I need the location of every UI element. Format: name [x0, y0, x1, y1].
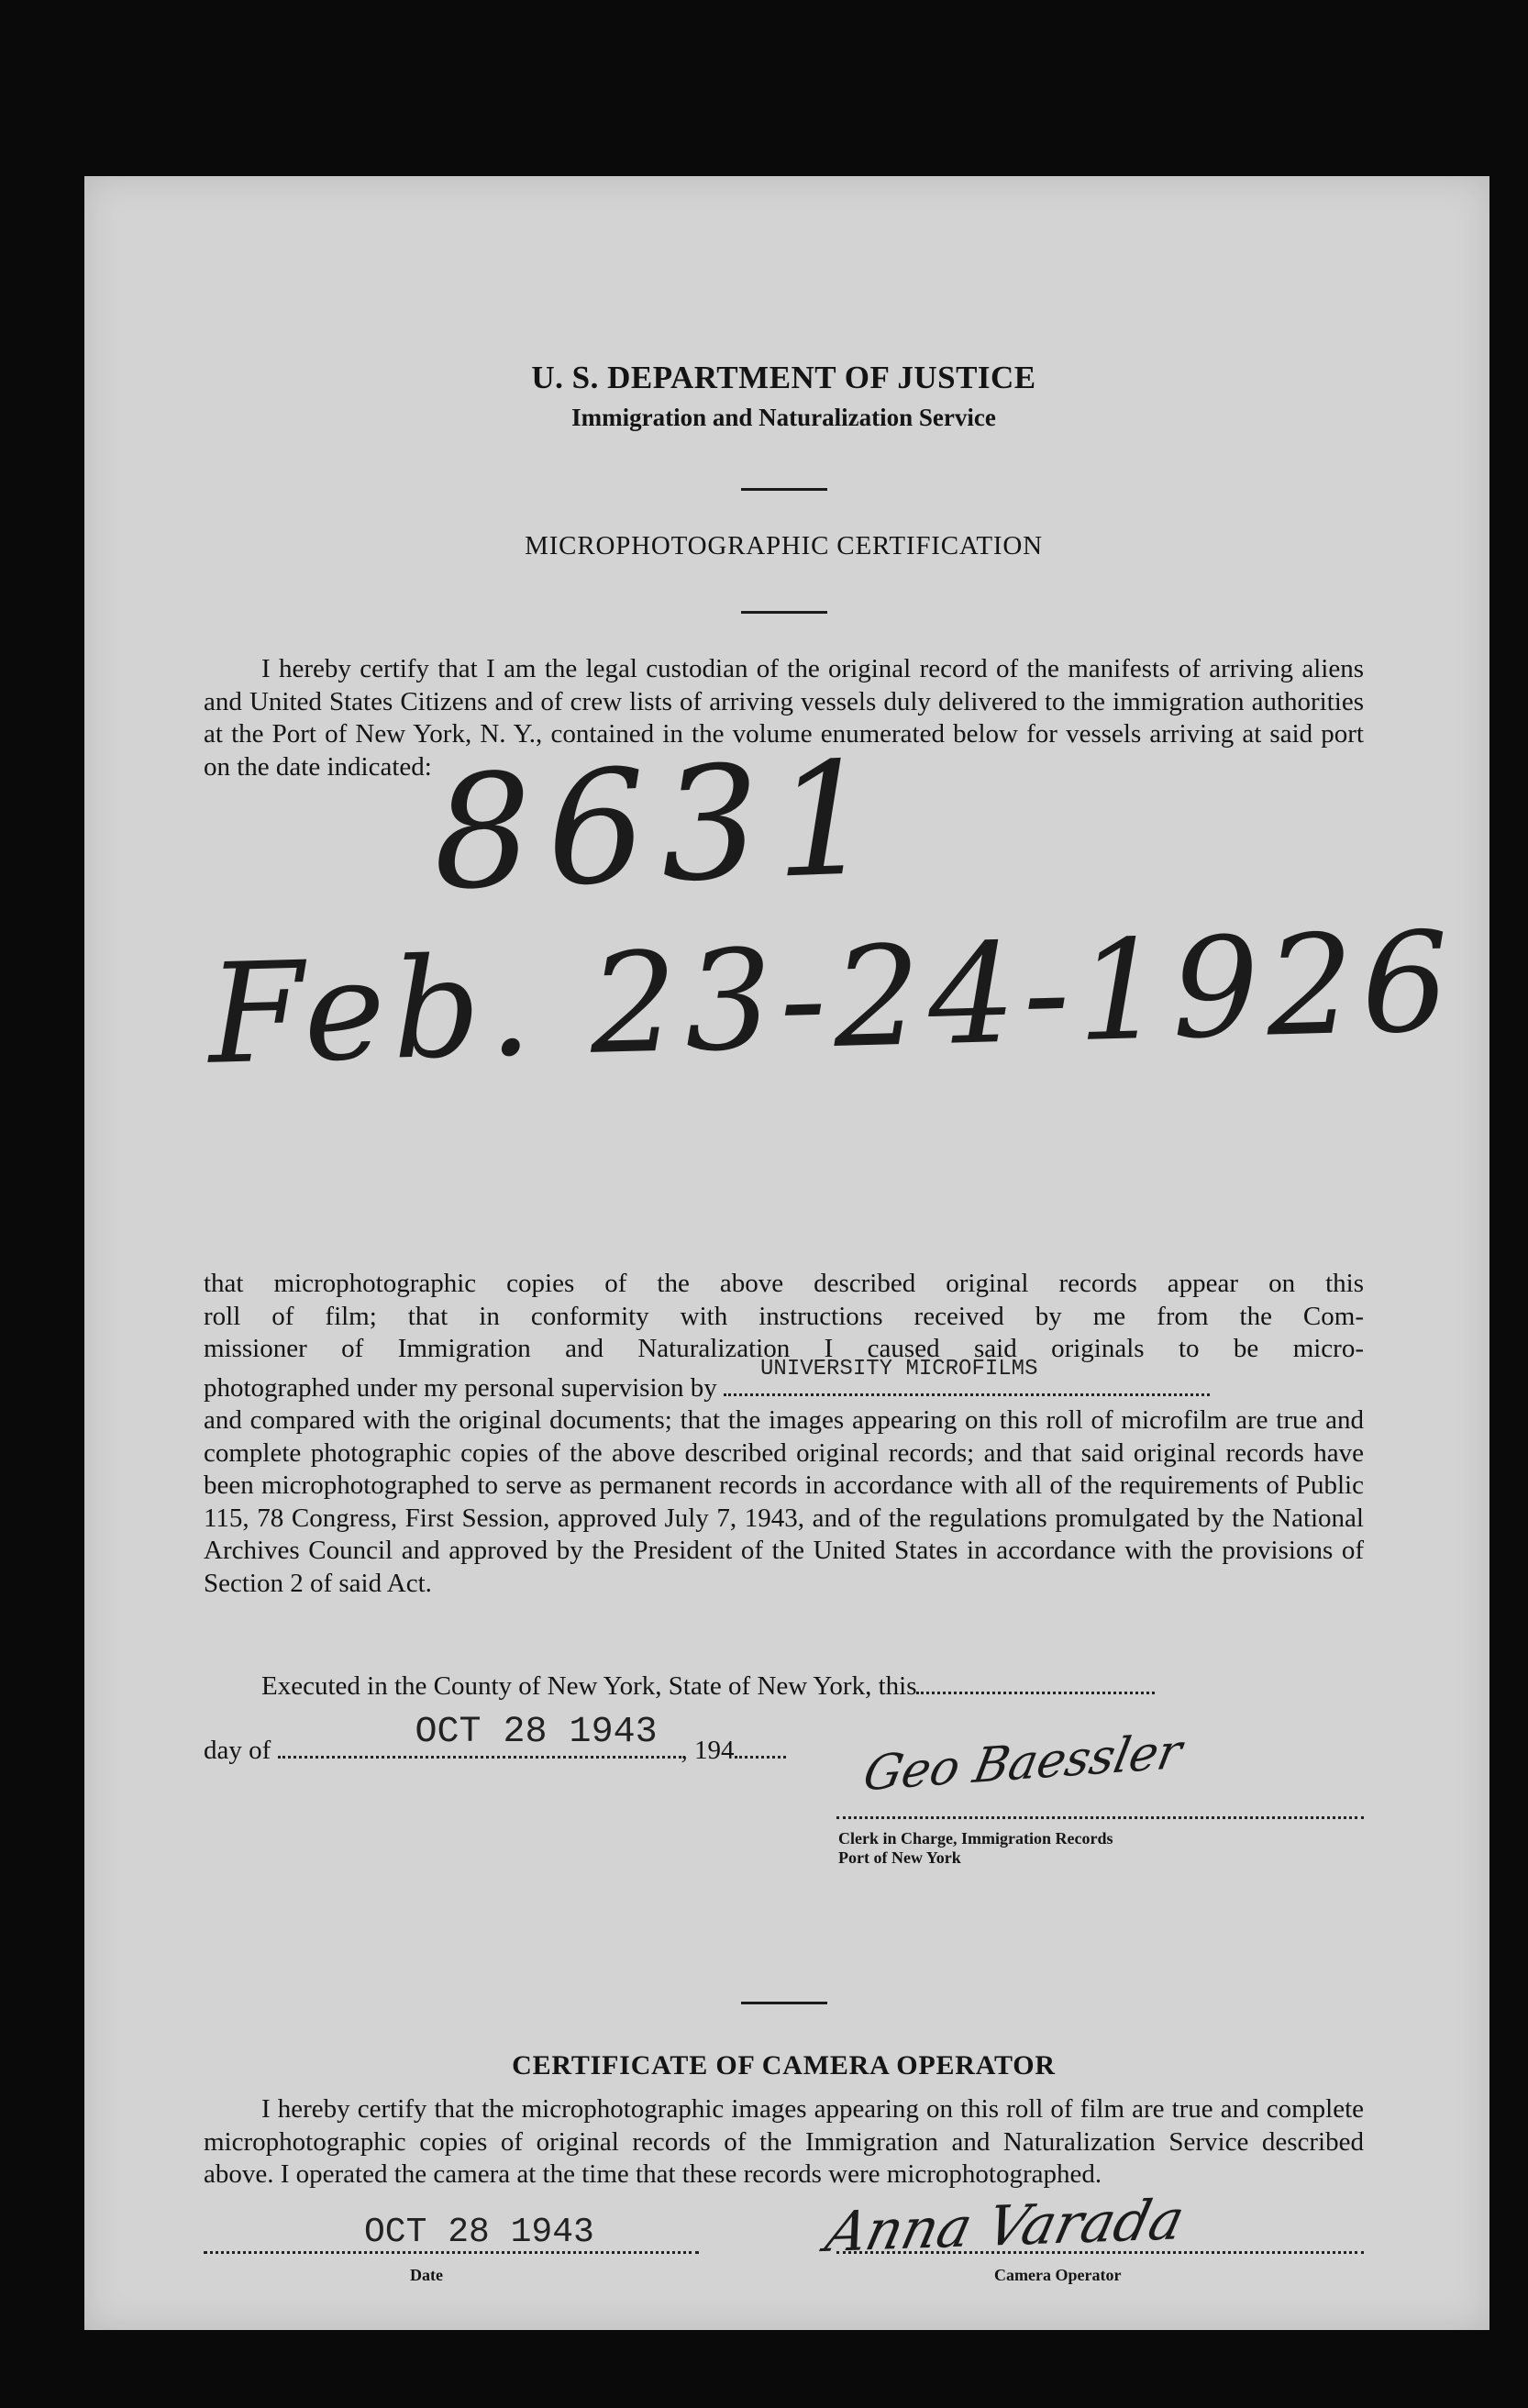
clerk-title-line-2: Port of New York — [838, 1848, 961, 1867]
year-field — [735, 1736, 786, 1759]
date-label: Date — [410, 2266, 443, 2284]
camera-date-stamp: OCT 28 1943 — [364, 2213, 594, 2252]
department-title: U. S. DEPARTMENT OF JUSTICE — [531, 360, 1036, 395]
service-subtitle: Immigration and Naturalization Service — [571, 404, 996, 431]
camera-date-field — [204, 2213, 699, 2254]
intro-text: I hereby certify that I am the legal custodian of the original record of the manifests of arriving aliens and United States Citizens and of crew lists of arriving vessels duly delivered to the immigration authorities at the Port of New York, N. Y., contained in the volume enumerated below for vessels arriving at said port on the date indicated: — [204, 654, 1364, 782]
clerk-signature: Geo Baessler — [858, 1724, 1187, 1803]
divider — [741, 2002, 827, 2004]
body-line-1: that microphotographic copies of the above described original records appear on this — [204, 1269, 1364, 1298]
body-line-3: missioner of Immigration and Naturalization I caused said originals to be micro- — [204, 1334, 1364, 1363]
certification-title: MICROPHOTOGRAPHIC CERTIFICATION — [525, 531, 1043, 560]
camera-text: I hereby certify that the microphotographic images appearing on this roll of film are true and complete microphotographic copies of original records of the Immigration and Naturalization Service described above. I operated the camera at the time that these records were microphotographed. — [204, 2094, 1364, 2189]
day-of-field — [278, 1712, 681, 1759]
supervision-label: photographed under my personal supervision by — [204, 1372, 717, 1403]
operator-signature-line — [836, 2251, 1364, 2254]
day-of-line — [204, 1712, 786, 1766]
handwritten-volume-number: 8631 — [429, 727, 891, 926]
camera-certificate-title: CERTIFICATE OF CAMERA OPERATOR — [512, 2050, 1056, 2081]
certificate-page — [84, 176, 1489, 2330]
day-of-label: day of — [204, 1736, 271, 1765]
divider — [741, 611, 827, 614]
year-label: , 194 — [681, 1736, 735, 1765]
clerk-title-line-1: Clerk in Charge, Immigration Records — [838, 1829, 1113, 1848]
execution-date-stamp: OCT 28 1943 — [415, 1712, 658, 1753]
clerk-title — [838, 1829, 1113, 1868]
execution-text: Executed in the County of New York, State of New York, this — [261, 1671, 917, 1701]
camera-operator-label: Camera Operator — [994, 2266, 1122, 2284]
clerk-signature-line — [836, 1816, 1364, 1819]
execution-day-field — [916, 1671, 1155, 1694]
execution-line — [261, 1671, 1155, 1702]
camera-paragraph — [204, 2093, 1364, 2192]
body-paragraph — [204, 1268, 1364, 1600]
supervisor-stamp: UNIVERSITY MICROFILMS — [760, 1356, 1038, 1382]
handwritten-dates: Feb. 23-24-1926 — [205, 903, 1458, 1095]
body-rest: and compared with the original documents; that the images appearing on this roll of microfilm are true and complete photographic copies of the above described original records; and that said original records have been microphotographed to serve as permanent records in accordance with all of the requirements of Public 115, 78 Congress, First Session, approved July 7, 1943, and of the regulations promulgated by the National Archives Council and approved by the President of the United States in accordance with the provisions of Section 2 of said Act. — [204, 1405, 1364, 1598]
divider — [741, 488, 827, 491]
body-line-2: roll of film; that in conformity with instructions received by me from the Com- — [204, 1301, 1364, 1331]
body-line-4 — [204, 1356, 1364, 1405]
supervisor-field — [724, 1356, 1210, 1396]
camera-operator-signature: Anna Varada — [819, 2187, 1190, 2266]
